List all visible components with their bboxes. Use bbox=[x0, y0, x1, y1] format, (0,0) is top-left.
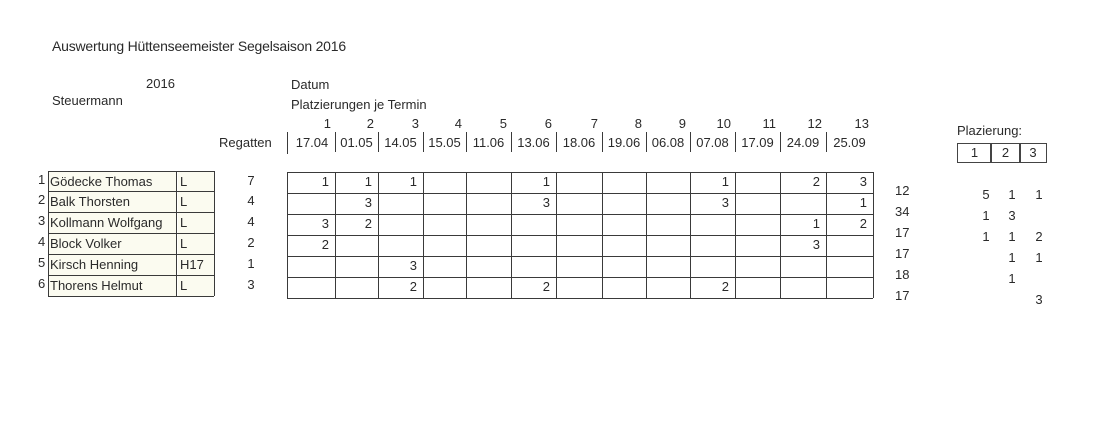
regatten-count: 7 bbox=[247, 173, 255, 188]
result-cell: 3 bbox=[321, 216, 329, 231]
grid-row-line bbox=[287, 172, 873, 173]
row-index: 1 bbox=[38, 172, 46, 187]
header-divider bbox=[466, 132, 467, 152]
total-value: 17 bbox=[895, 246, 910, 261]
result-cell: 3 bbox=[812, 237, 820, 252]
participant-name: Kirsch Henning bbox=[48, 254, 176, 275]
term-number: 5 bbox=[499, 116, 507, 131]
placement-column-header: 3 bbox=[1019, 143, 1047, 163]
placement-count-1: 1 bbox=[982, 229, 990, 244]
regatten-count: 1 bbox=[247, 256, 255, 271]
term-date: 15.05 bbox=[428, 135, 461, 150]
result-cell: 2 bbox=[542, 279, 550, 294]
term-number: 13 bbox=[854, 116, 869, 131]
placement-count-2: 1 bbox=[1008, 187, 1016, 202]
placement-column-header: 1 bbox=[957, 143, 992, 163]
placement-count-1: 5 bbox=[982, 187, 990, 202]
row-index: 4 bbox=[38, 234, 46, 249]
total-value: 12 bbox=[895, 183, 910, 198]
col-line bbox=[214, 171, 215, 296]
regatten-count: 2 bbox=[247, 235, 255, 250]
participant-name: Block Volker bbox=[48, 233, 176, 254]
row-line bbox=[48, 296, 214, 297]
grid-col-line bbox=[466, 172, 467, 298]
grid-col-line bbox=[690, 172, 691, 298]
datum-label: Datum bbox=[291, 77, 330, 92]
grid-col-line bbox=[873, 172, 874, 298]
participant-name: Kollmann Wolfgang bbox=[48, 212, 176, 233]
platzierungen-label: Platzierungen je Termin bbox=[291, 97, 427, 112]
header-divider bbox=[602, 132, 603, 152]
placement-count-2: 3 bbox=[1008, 208, 1016, 223]
total-value: 18 bbox=[895, 267, 910, 282]
participant-name: Balk Thorsten bbox=[48, 191, 176, 212]
row-index: 5 bbox=[38, 255, 46, 270]
participant-name: Gödecke Thomas bbox=[48, 171, 176, 192]
boat-class: L bbox=[178, 191, 214, 212]
result-cell: 1 bbox=[409, 174, 417, 189]
header-divider bbox=[287, 132, 288, 154]
term-date: 18.06 bbox=[562, 135, 596, 150]
result-cell: 2 bbox=[721, 279, 729, 294]
result-cell: 3 bbox=[409, 258, 417, 273]
term-date: 13.06 bbox=[517, 135, 550, 150]
regatten-count: 3 bbox=[247, 277, 255, 292]
row-line bbox=[48, 212, 214, 213]
regatten-label: Regatten bbox=[219, 135, 272, 150]
result-cell: 3 bbox=[364, 195, 372, 210]
term-date: 17.04 bbox=[295, 135, 329, 150]
placement-count-2: 1 bbox=[1008, 229, 1016, 244]
result-cell: 2 bbox=[812, 174, 820, 189]
header-divider bbox=[780, 132, 781, 152]
row-index: 2 bbox=[38, 192, 46, 207]
grid-row-line bbox=[287, 256, 873, 257]
placement-count-1: 1 bbox=[982, 208, 990, 223]
total-value: 17 bbox=[895, 225, 910, 240]
result-cell: 1 bbox=[364, 174, 372, 189]
col-line bbox=[48, 171, 49, 296]
term-number: 6 bbox=[544, 116, 552, 131]
result-cell: 3 bbox=[721, 195, 729, 210]
placement-label: Plazierung: bbox=[957, 123, 1023, 138]
row-index: 3 bbox=[38, 213, 46, 228]
term-number: 3 bbox=[411, 116, 419, 131]
header-divider bbox=[690, 132, 691, 152]
term-date: 24.09 bbox=[786, 135, 820, 150]
participant-name: Thorens Helmut bbox=[48, 275, 176, 296]
term-number: 2 bbox=[366, 116, 374, 131]
col-line bbox=[176, 171, 177, 296]
term-date: 25.09 bbox=[833, 135, 866, 150]
grid-row-line bbox=[287, 277, 873, 278]
boat-class: L bbox=[178, 212, 214, 233]
regatten-count: 4 bbox=[247, 193, 255, 208]
result-cell: 2 bbox=[409, 279, 417, 294]
term-date: 17.09 bbox=[741, 135, 774, 150]
grid-col-line bbox=[511, 172, 512, 298]
result-cell: 1 bbox=[321, 174, 329, 189]
year-label: 2016 bbox=[146, 76, 175, 91]
result-cell: 3 bbox=[542, 195, 550, 210]
term-number: 8 bbox=[634, 116, 642, 131]
regatten-count: 4 bbox=[247, 214, 255, 229]
placement-count-3: 3 bbox=[1035, 292, 1043, 307]
row-line bbox=[48, 171, 214, 172]
grid-col-line bbox=[780, 172, 781, 298]
grid-col-line bbox=[556, 172, 557, 298]
result-cell: 1 bbox=[721, 174, 729, 189]
grid-row-line bbox=[287, 298, 873, 299]
steuermann-label: Steuermann bbox=[52, 93, 123, 108]
placement-count-3: 2 bbox=[1035, 229, 1043, 244]
row-line bbox=[48, 254, 214, 255]
boat-class: L bbox=[178, 233, 214, 254]
header-divider bbox=[378, 132, 379, 152]
placement-count-3: 1 bbox=[1035, 187, 1043, 202]
row-line bbox=[48, 191, 214, 192]
grid-col-line bbox=[378, 172, 379, 298]
header-divider bbox=[556, 132, 557, 152]
term-number: 9 bbox=[678, 116, 686, 131]
header-divider bbox=[335, 132, 336, 152]
result-cell: 1 bbox=[542, 174, 550, 189]
document-title: Auswertung Hüttenseemeister Segelsaison 2016 bbox=[52, 38, 346, 54]
header-divider bbox=[826, 132, 827, 152]
term-date: 14.05 bbox=[384, 135, 417, 150]
grid-col-line bbox=[602, 172, 603, 298]
term-number: 11 bbox=[762, 116, 776, 131]
total-value: 17 bbox=[895, 288, 910, 303]
term-number: 1 bbox=[323, 116, 331, 131]
grid-col-line bbox=[287, 172, 288, 298]
term-number: 4 bbox=[454, 116, 462, 131]
grid-col-line bbox=[826, 172, 827, 298]
term-date: 19.06 bbox=[607, 135, 641, 150]
term-date: 11.06 bbox=[472, 135, 505, 150]
term-number: 12 bbox=[807, 116, 822, 131]
header-divider bbox=[511, 132, 512, 152]
placement-count-3: 1 bbox=[1035, 250, 1043, 265]
result-cell: 2 bbox=[364, 216, 372, 231]
row-line bbox=[48, 233, 214, 234]
header-divider bbox=[423, 132, 424, 152]
term-number: 10 bbox=[716, 116, 731, 131]
result-cell: 1 bbox=[812, 216, 820, 231]
placement-count-2: 1 bbox=[1008, 250, 1016, 265]
grid-col-line bbox=[423, 172, 424, 298]
row-index: 6 bbox=[38, 276, 46, 291]
term-number: 7 bbox=[590, 116, 598, 131]
term-date: 06.08 bbox=[651, 135, 685, 150]
term-date: 07.08 bbox=[696, 135, 729, 150]
result-cell: 2 bbox=[859, 216, 867, 231]
result-cell: 1 bbox=[859, 195, 867, 210]
boat-class: H17 bbox=[178, 254, 214, 275]
result-cell: 2 bbox=[321, 237, 329, 252]
grid-row-line bbox=[287, 193, 873, 194]
header-divider bbox=[735, 132, 736, 152]
result-cell: 3 bbox=[859, 174, 867, 189]
term-date: 01.05 bbox=[340, 135, 373, 150]
placement-count-2: 1 bbox=[1008, 271, 1016, 286]
grid-row-line bbox=[287, 214, 873, 215]
placement-column-header: 2 bbox=[990, 143, 1021, 163]
grid-row-line bbox=[287, 235, 873, 236]
grid-col-line bbox=[646, 172, 647, 298]
total-value: 34 bbox=[895, 204, 910, 219]
grid-col-line bbox=[735, 172, 736, 298]
header-divider bbox=[646, 132, 647, 152]
boat-class: L bbox=[178, 275, 214, 296]
boat-class: L bbox=[178, 171, 214, 192]
row-line bbox=[48, 275, 214, 276]
grid-col-line bbox=[335, 172, 336, 298]
